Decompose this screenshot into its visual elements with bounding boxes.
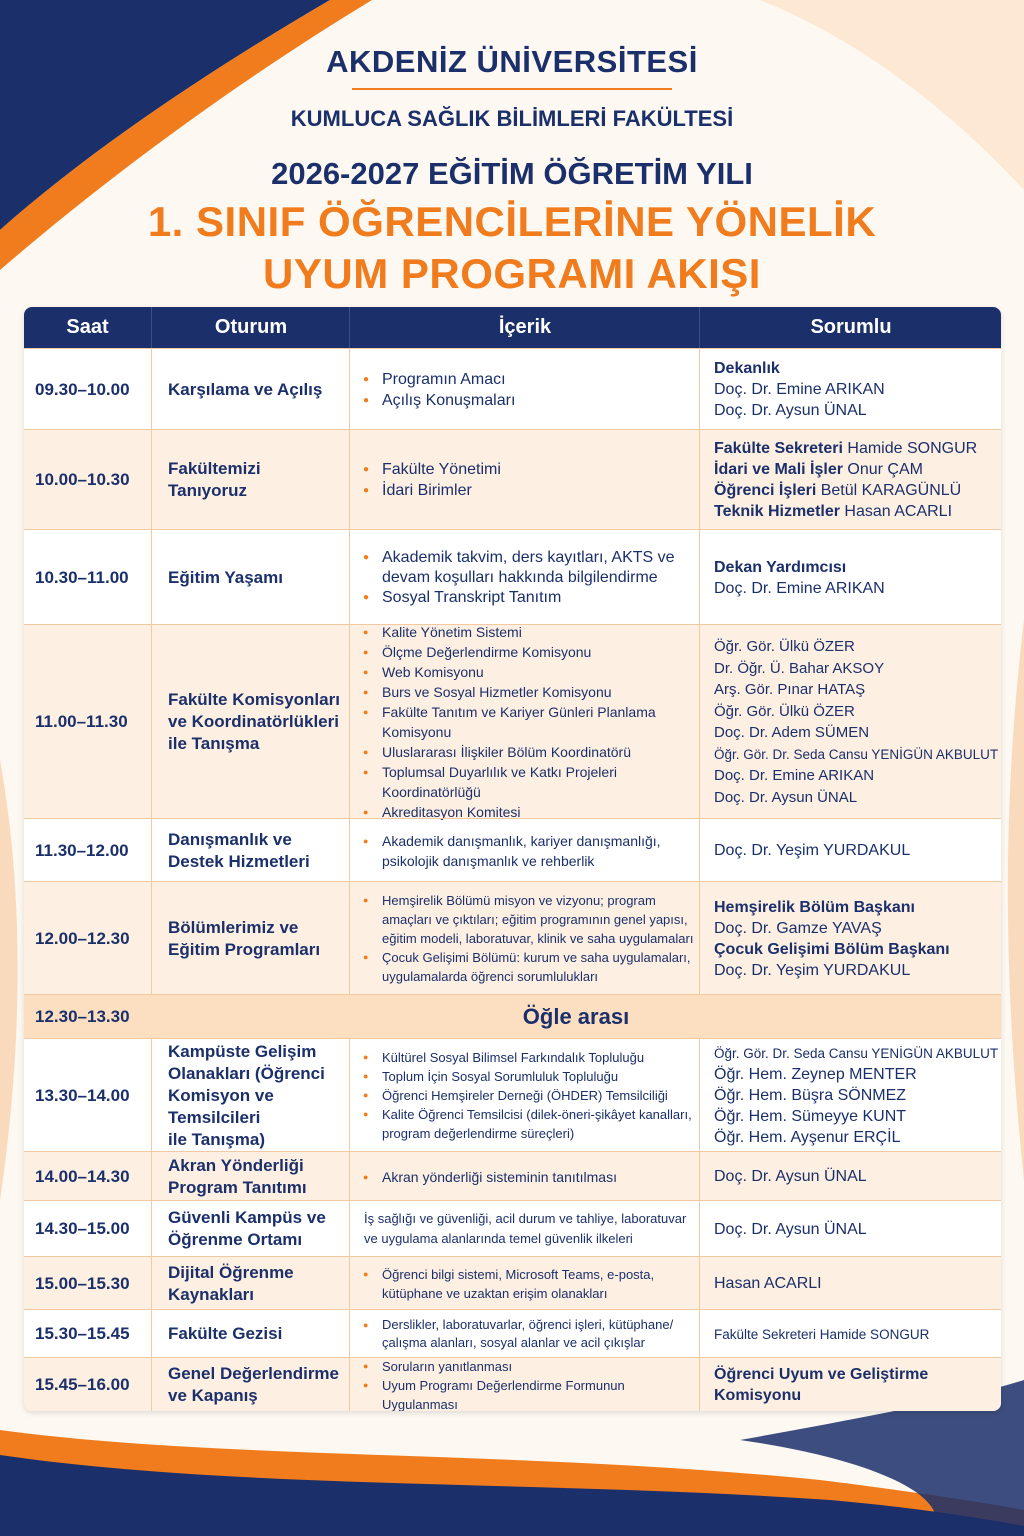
university-name: AKDENİZ ÜNİVERSİTESİ <box>326 44 698 79</box>
content-item: ● Kalite Öğrenci Temsilcisi (dilek-öneri-şikâyet kanalları, program değerlendirme süreçleri) <box>360 1105 695 1143</box>
session-line: Kaynakları <box>168 1284 254 1304</box>
header-session: Oturum <box>151 307 350 348</box>
content-item: ● Akademik takvim, ders kayıtları, AKTS ve devam koşulları hakkında bilgilendirme <box>360 548 695 588</box>
responsible-line <box>714 918 1001 939</box>
session-cell <box>151 530 349 625</box>
responsible-line <box>714 438 1001 459</box>
session-line: Bölümlerimiz ve <box>168 917 299 937</box>
responsible-name: Hasan ACARLI <box>714 1275 822 1292</box>
session-line: Program Tanıtımı <box>168 1177 307 1197</box>
responsible-line <box>714 701 1001 723</box>
table-row <box>24 1357 1001 1411</box>
responsible-line <box>714 480 1001 501</box>
responsible-line <box>714 557 1001 578</box>
content-item: ● Öğrenci bilgi sistemi, Microsoft Teams, e-posta, kütüphane ve uzaktan erişim olanakları <box>360 1265 695 1303</box>
time-cell: 12.00–12.30 <box>35 928 130 948</box>
content-cell <box>349 1310 699 1358</box>
table-row <box>24 1151 1001 1201</box>
responsible-line <box>714 744 1001 766</box>
responsible-line <box>714 578 1001 599</box>
responsible-name: Doç. Dr. Aysun ÜNAL <box>714 1168 867 1185</box>
responsible-line <box>714 400 1001 421</box>
responsible-line <box>714 379 1001 400</box>
responsible-name: Hamide SONGUR <box>842 440 978 457</box>
content-item: ● Soruların yanıtlanması <box>360 1357 695 1376</box>
session-cell <box>151 1152 349 1201</box>
header-time: Saat <box>66 316 109 338</box>
responsible-cell <box>699 430 1001 530</box>
responsible-name: Fakülte Sekreteri Hamide SONGUR <box>714 1326 930 1342</box>
responsible-name: Doç. Dr. Emine ARIKAN <box>714 767 875 784</box>
responsible-name: Doç. Dr. Aysun ÜNAL <box>714 1220 867 1238</box>
content-item: ● Kalite Yönetim Sistemi <box>360 622 695 642</box>
lunch-time: 12.30–13.30 <box>35 1007 130 1026</box>
responsible-line <box>714 1166 1001 1187</box>
time-cell: 11.30–12.00 <box>35 840 129 860</box>
time-cell: 15.00–15.30 <box>35 1273 130 1293</box>
content-item: ● Fakülte Tanıtım ve Kariyer Günleri Planlama Komisyonu <box>360 702 695 742</box>
content-item: ● Toplumsal Duyarlılık ve Katkı Projeleri Koordinatörlüğü <box>360 762 695 802</box>
responsible-line <box>714 1273 1001 1294</box>
content-item: ● İdari Birimler <box>360 480 695 501</box>
responsible-name: Öğr. Gör. Dr. Seda Cansu YENİGÜN AKBULUT <box>714 746 999 762</box>
academic-year: 2026-2027 EĞİTİM ÖĞRETİM YILI <box>271 156 753 191</box>
responsible-line <box>714 1085 1001 1106</box>
responsible-name: Dr. Öğr. Ü. Bahar AKSOY <box>714 659 885 677</box>
responsible-role: Çocuk Gelişimi Bölüm Başkanı <box>714 940 950 958</box>
responsible-line <box>714 658 1001 680</box>
session-line: ve Koordinatörlükleri <box>168 712 339 731</box>
table-row <box>24 1038 1001 1152</box>
time-cell: 13.30–14.00 <box>35 1085 130 1105</box>
responsible-cell <box>699 819 1001 882</box>
responsible-line <box>714 840 1001 861</box>
session-line: ile Tanışma) <box>168 1129 265 1149</box>
session-cell <box>151 1310 349 1358</box>
session-cell <box>151 625 349 819</box>
responsible-name: Doç. Dr. Emine ARIKAN <box>714 381 885 398</box>
content-item: ● Derslikler, laboratuvarlar, öğrenci işleri, kütüphane/çalışma alanları, sosyal alanlar ve acil çıkışlar <box>360 1316 695 1352</box>
session-line: Öğrenme Ortamı <box>168 1230 303 1249</box>
responsible-name: Doç. Dr. Gamze YAVAŞ <box>714 919 882 937</box>
content-cell <box>349 530 699 625</box>
responsible-line <box>714 765 1001 787</box>
content-text: İş sağlığı ve güvenliği, acil durum ve tahliye, laboratuvar ve uygulama alanlarında temel güvenlik ilkeleri <box>364 1211 687 1246</box>
responsible-name: Doç. Dr. Adem SÜMEN <box>714 724 870 741</box>
header-responsible: Sorumlu <box>699 307 1001 348</box>
time-cell: 15.45–16.00 <box>35 1375 130 1394</box>
responsible-name: Öğr. Hem. Büşra SÖNMEZ <box>714 1087 907 1104</box>
responsible-line <box>714 1043 1001 1064</box>
session-line: Dijital Öğrenme <box>168 1262 294 1282</box>
content-cell <box>349 1201 699 1257</box>
session-cell <box>151 1257 349 1310</box>
responsible-line <box>714 960 1001 981</box>
table-row <box>24 529 1001 625</box>
session-line: Akran Yönderliği <box>168 1155 304 1175</box>
content-cell <box>349 882 699 995</box>
time-cell: 14.00–14.30 <box>35 1166 130 1186</box>
responsible-role: Teknik Hizmetler <box>714 503 840 520</box>
session-line: Güvenli Kampüs ve <box>168 1208 326 1227</box>
table-row <box>24 624 1001 819</box>
content-cell <box>349 625 699 819</box>
responsible-name: Doç. Dr. Yeşim YURDAKUL <box>714 961 911 979</box>
session-line: ile Tanışma <box>168 734 260 753</box>
header-content: İçerik <box>349 307 700 348</box>
program-title-line1: 1. SINIF ÖĞRENCİLERİNE YÖNELİK <box>147 198 877 245</box>
program-title-line2: UYUM PROGRAMI AKIŞI <box>263 250 761 297</box>
responsible-line <box>714 1364 1001 1406</box>
session-line: ve Kapanış <box>168 1386 258 1405</box>
time-cell: 14.30–15.00 <box>35 1219 130 1238</box>
content-item: ● Kültürel Sosyal Bilimsel Farkındalık Topluluğu <box>360 1048 695 1067</box>
content-item: ● Akran yönderliği sisteminin tanıtılması <box>360 1167 695 1187</box>
content-item: ● Sosyal Transkript Tanıtım <box>360 588 695 608</box>
time-cell: 11.00–11.30 <box>35 712 128 731</box>
responsible-role: Dekanlık <box>714 360 780 377</box>
responsible-name: Doç. Dr. Aysun ÜNAL <box>714 788 858 806</box>
session-line: Karşılama ve Açılış <box>168 379 323 399</box>
responsible-role: Fakülte Sekreteri <box>714 440 843 457</box>
responsible-name: Onur ÇAM <box>842 461 923 478</box>
content-cell <box>349 1257 699 1310</box>
content-cell <box>349 1039 699 1152</box>
responsible-line <box>714 1127 1001 1148</box>
responsible-name: Doç. Dr. Emine ARIKAN <box>714 579 885 597</box>
responsible-name: Doç. Dr. Yeşim YURDAKUL <box>714 842 911 859</box>
responsible-cell <box>699 1201 1001 1257</box>
content-item: ● Uluslararası İlişkiler Bölüm Koordinatörü <box>360 742 695 762</box>
session-cell <box>151 430 349 530</box>
session-line: Genel Değerlendirme <box>168 1364 340 1383</box>
time-cell: 10.30–11.00 <box>35 567 129 587</box>
responsible-line <box>714 459 1001 480</box>
table-row <box>24 818 1001 882</box>
lunch-label: Öğle arası <box>522 1004 630 1029</box>
content-item: ● Ölçme Değerlendirme Komisyonu <box>360 642 695 662</box>
content-item: ● Çocuk Gelişimi Bölümü: kurum ve saha uygulamaları, uygulamalarda öğrenci sorumlulukları <box>360 948 695 986</box>
content-cell <box>349 430 699 530</box>
responsible-role: Öğrenci Uyum ve Geliştirme Komisyonu <box>714 1366 929 1404</box>
responsible-cell <box>699 1039 1001 1152</box>
responsible-line <box>714 358 1001 379</box>
schedule-table <box>24 307 1001 1411</box>
responsible-name: Arş. Gör. Pınar HATAŞ <box>714 681 866 698</box>
content-item: ● Hemşirelik Bölümü misyon ve vizyonu; program amaçları ve çıktıları; eğitim programının genel yapısı, eğitim modeli, laboratuvar, klinik ve saha uygulamaları <box>360 891 695 948</box>
table-row <box>24 1309 1001 1358</box>
responsible-name: Öğr. Gör. Ülkü ÖZER <box>714 702 855 720</box>
responsible-line <box>714 1106 1001 1127</box>
responsible-name: Betül KARAGÜNLÜ <box>816 482 962 499</box>
content-item: ● Öğrenci Hemşireler Derneği (ÖHDER) Temsilciliği <box>360 1086 695 1105</box>
responsible-line <box>714 1324 1001 1345</box>
responsible-role: Dekan Yardımcısı <box>714 558 847 576</box>
responsible-line <box>714 679 1001 701</box>
session-cell <box>151 1201 349 1257</box>
session-line: Tanıyoruz <box>168 481 248 500</box>
responsible-cell <box>699 530 1001 625</box>
session-cell <box>151 349 349 430</box>
faculty-name: KUMLUCA SAĞLIK BİLİMLERİ FAKÜLTESİ <box>290 106 734 131</box>
table-row <box>24 429 1001 530</box>
responsible-line <box>714 1064 1001 1085</box>
session-line: Fakülte Gezisi <box>168 1324 283 1343</box>
content-item: ● Toplum İçin Sosyal Sorumluluk Topluluğu <box>360 1067 695 1086</box>
responsible-line <box>714 787 1001 809</box>
content-item: ● Akreditasyon Komitesi <box>360 802 695 822</box>
session-line: Eğitim Yaşamı <box>168 567 283 587</box>
session-line: Fakülte Komisyonları <box>168 690 340 709</box>
responsible-name: Hasan ACARLI <box>839 503 953 520</box>
content-item: ● Fakülte Yönetimi <box>360 459 695 480</box>
session-cell <box>151 1358 349 1411</box>
responsible-line <box>714 501 1001 522</box>
table-row <box>24 1200 1001 1257</box>
responsible-name: Öğr. Gör. Ülkü ÖZER <box>714 638 855 655</box>
time-cell: 09.30–10.00 <box>35 379 130 399</box>
time-cell: 10.00–10.30 <box>35 470 130 489</box>
session-cell <box>151 819 349 882</box>
session-line: Komisyon ve Temsilcileri <box>168 1085 274 1127</box>
content-item: ● Açılış Konuşmaları <box>360 390 695 411</box>
content-cell <box>349 1152 699 1201</box>
content-cell <box>349 349 699 430</box>
responsible-name: Öğr. Hem. Ayşenur ERÇİL <box>714 1129 901 1146</box>
responsible-name: Öğr. Hem. Zeynep MENTER <box>714 1066 917 1083</box>
responsible-cell <box>699 625 1001 819</box>
session-cell <box>151 882 349 995</box>
lunch-break-row <box>24 994 1001 1039</box>
responsible-cell <box>699 1310 1001 1358</box>
content-item: ● Burs ve Sosyal Hizmetler Komisyonu <box>360 682 695 702</box>
responsible-role: Hemşirelik Bölüm Başkanı <box>714 898 915 916</box>
session-line: Fakültemizi <box>168 459 261 478</box>
content-item: ● Programın Amacı <box>360 369 695 390</box>
responsible-name: Öğr. Gör. Dr. Seda Cansu YENİGÜN AKBULUT <box>714 1046 999 1061</box>
content-item: ● Uyum Programı Değerlendirme Formunun Uygulanması <box>360 1376 695 1412</box>
session-line: Danışmanlık ve <box>168 829 292 849</box>
responsible-cell <box>699 349 1001 430</box>
responsible-line <box>714 636 1001 658</box>
responsible-line <box>714 897 1001 918</box>
session-line: Destek Hizmetleri <box>168 851 310 871</box>
responsible-line <box>714 939 1001 960</box>
title-divider <box>352 88 672 90</box>
table-row <box>24 348 1001 430</box>
responsible-name: Doç. Dr. Aysun ÜNAL <box>714 402 867 419</box>
content-item: ● Web Komisyonu <box>360 662 695 682</box>
responsible-role: Öğrenci İşleri <box>714 482 817 499</box>
table-header <box>24 307 1001 348</box>
content-item: ● Akademik danışmanlık, kariyer danışmanlığı, psikolojik danışmanlık ve rehberlik <box>360 831 695 871</box>
session-line: Kampüste Gelişim <box>168 1041 317 1061</box>
table-row <box>24 1256 1001 1310</box>
responsible-cell <box>699 1152 1001 1201</box>
content-cell <box>349 819 699 882</box>
session-line: Olanakları (Öğrenci <box>168 1063 325 1083</box>
responsible-cell <box>699 882 1001 995</box>
session-line: Eğitim Programları <box>168 939 321 959</box>
responsible-role: İdari ve Mali İşler <box>714 461 843 478</box>
responsible-line <box>714 722 1001 744</box>
session-cell <box>151 1039 349 1152</box>
table-row <box>24 881 1001 995</box>
time-cell: 15.30–15.45 <box>35 1324 130 1343</box>
responsible-line <box>714 1219 1001 1240</box>
content-cell <box>349 1358 699 1411</box>
responsible-cell <box>699 1358 1001 1411</box>
responsible-name: Öğr. Hem. Sümeyye KUNT <box>714 1108 907 1125</box>
responsible-cell <box>699 1257 1001 1310</box>
